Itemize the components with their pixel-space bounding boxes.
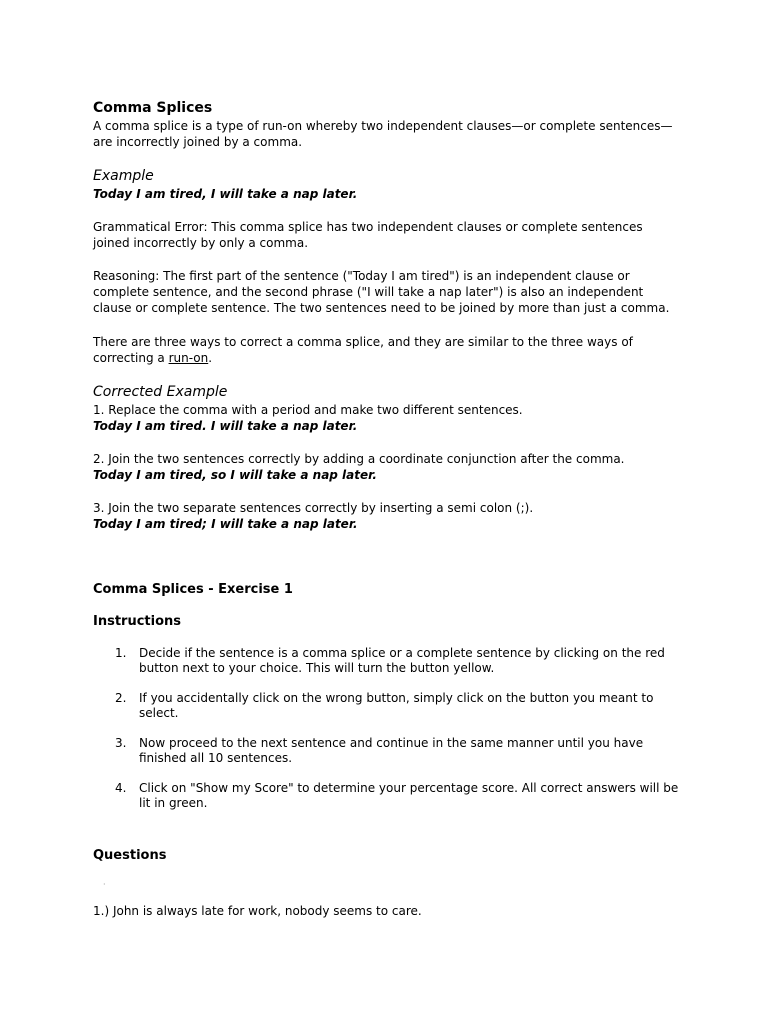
instructions-heading: Instructions: [93, 614, 182, 629]
list-item: [115, 691, 685, 721]
exercise-title: Comma Splices - Exercise 1: [93, 582, 293, 597]
list-item-number: 3.: [115, 736, 127, 750]
list-item-number: 2.: [115, 691, 127, 705]
list-item-number: 4.: [115, 781, 127, 795]
list-item-number: 1.: [115, 646, 127, 660]
instructions-list: [115, 646, 685, 811]
list-item: [115, 646, 685, 676]
list-item-text: Now proceed to the next sentence and continue in the same manner until you have finished all 10 sentences.: [139, 736, 644, 765]
three-ways-paragraph: [93, 334, 683, 366]
list-item-text: Decide if the sentence is a comma splice or a complete sentence by clicking on the red button next to your choice. This will turn the button yellow.: [139, 646, 665, 675]
list-item: [115, 781, 685, 811]
run-on-link[interactable]: run-on: [168, 351, 209, 365]
questions-heading: Questions: [93, 848, 167, 863]
list-item: [115, 736, 685, 766]
list-item-text: Click on "Show my Score" to determine your percentage score. All correct answers will be lit in green.: [139, 781, 679, 810]
correction-instruction: 2. Join the two sentences correctly by adding a coordinate conjunction after the comma.: [93, 452, 625, 466]
correction-instruction: 1. Replace the comma with a period and make two different sentences.: [93, 403, 523, 417]
three-ways-period: .: [208, 351, 213, 365]
intro-paragraph: A comma splice is a type of run-on whereby two independent clauses—or complete sentences—are incorrectly joined by a comma.: [93, 119, 673, 149]
example-sentence: Today I am tired, I will take a nap later.: [93, 187, 358, 201]
reasoning-paragraph: Reasoning: The first part of the sentence ("Today I am tired") is an independent clause or complete sentence, and the second phrase ("I will take a nap later") is also an independent clause or complete sentence. The two sentences need to be joined by more than just a comma.: [93, 269, 670, 315]
question-marker: ·: [103, 880, 106, 889]
list-item-text: If you accidentally click on the wrong button, simply click on the button you meant to select.: [139, 691, 654, 720]
question-text: 1.) John is always late for work, nobody seems to care.: [93, 904, 422, 918]
example-heading: Example: [93, 168, 154, 184]
grammatical-error-paragraph: Grammatical Error: This comma splice has two independent clauses or complete sentences joined incorrectly by only a comma.: [93, 220, 643, 250]
three-ways-text: There are three ways to correct a comma splice, and they are similar to the three ways of correcting a: [93, 335, 633, 365]
correction-instruction: 3. Join the two separate sentences correctly by inserting a semi colon (;).: [93, 501, 534, 515]
correction-example: Today I am tired, so I will take a nap later.: [93, 468, 377, 482]
corrected-example-heading: Corrected Example: [93, 384, 228, 400]
correction-example: Today I am tired; I will take a nap later.: [93, 517, 358, 531]
correction-example: Today I am tired. I will take a nap later.: [93, 419, 358, 433]
page-title: Comma Splices: [93, 100, 213, 116]
